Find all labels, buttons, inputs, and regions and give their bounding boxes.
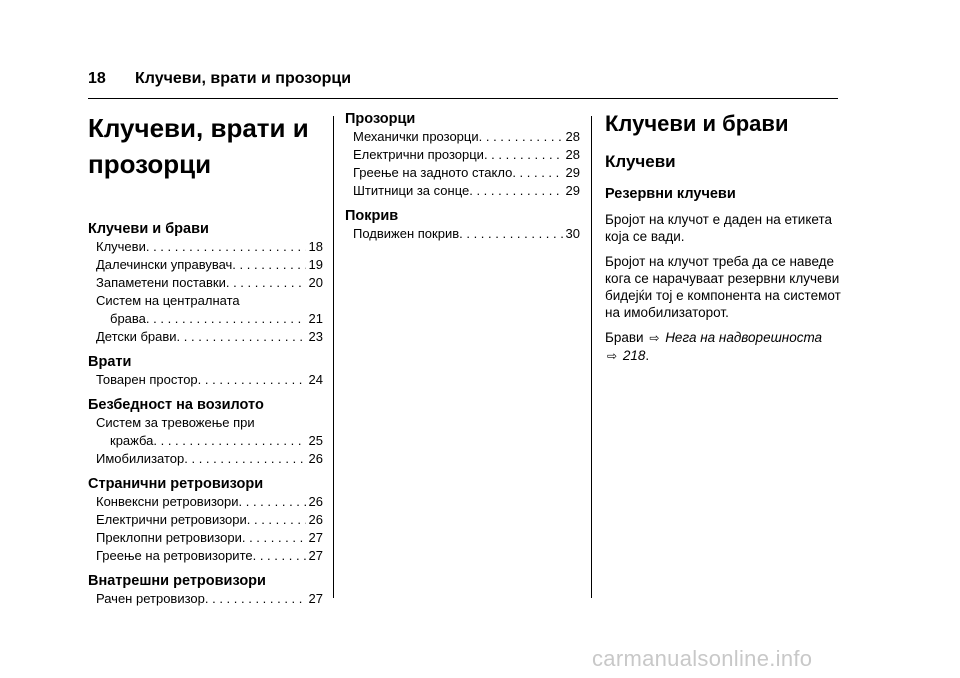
toc-section-heading: Покрив bbox=[345, 208, 399, 224]
reference-arrow-icon: ⇨ bbox=[649, 331, 660, 345]
toc-entry[interactable]: Електрични ретровизори . . . 26 bbox=[88, 511, 323, 529]
toc-entry[interactable]: Греење на ретровизорите . . . 27 bbox=[88, 547, 323, 565]
running-title: Клучеви, врати и прозорци bbox=[135, 70, 352, 87]
subsubsection-title: Резервни клучеви bbox=[605, 186, 736, 202]
toc-entry[interactable]: Детски брави . . . 23 bbox=[88, 328, 323, 346]
column-divider-1 bbox=[333, 116, 334, 598]
toc-entry[interactable]: Електрични прозорци . . . 28 bbox=[345, 146, 580, 164]
subsection-title: Клучеви bbox=[605, 152, 676, 171]
toc-entry[interactable]: Преклопни ретровизори . . . 27 bbox=[88, 529, 323, 547]
paragraph-with-reference: Брави ⇨ Нега на надворешноста ⇨ 218. bbox=[605, 330, 823, 363]
paragraph: Бројот на клучот е даден на етикета која се вади. bbox=[605, 212, 832, 244]
toc-entry[interactable]: кражба . . . 25 bbox=[88, 432, 323, 450]
toc-section-heading: Врати bbox=[88, 354, 132, 370]
toc-entry[interactable]: Штитници за сонце . . . 29 bbox=[345, 182, 580, 200]
toc-entry-line1[interactable]: Систем на централната bbox=[96, 293, 240, 308]
toc-column-1 bbox=[88, 110, 323, 608]
page-header bbox=[88, 70, 838, 100]
toc-entry[interactable]: Имобилизатор . . . 26 bbox=[88, 450, 323, 468]
toc-entry[interactable]: Клучеви . . . 18 bbox=[88, 238, 323, 256]
toc-entry[interactable]: Подвижен покрив . . . 30 bbox=[345, 225, 580, 243]
toc-section-heading: Странични ретровизори bbox=[88, 476, 264, 492]
toc-section-heading: Безбедност на возилото bbox=[88, 397, 264, 413]
toc-entry[interactable]: Конвексни ретровизори . . . 26 bbox=[88, 493, 323, 511]
section-title: Клучеви и брави bbox=[605, 111, 789, 136]
page-number: 18 bbox=[88, 70, 106, 87]
chapter-title: Клучеви, врати и прозорци bbox=[88, 113, 309, 179]
toc-column-2 bbox=[345, 110, 580, 243]
paragraph: Бројот на клучот треба да се наведе кога се нарачуваат резервни клучеви бидејќи тој е компонента на системот на имобилизаторот. bbox=[605, 254, 841, 320]
toc-entry[interactable]: Механички прозорци . . . 28 bbox=[345, 128, 580, 146]
cross-reference-link[interactable]: Нега на надворешноста bbox=[665, 330, 823, 345]
cross-reference-page[interactable]: 218 bbox=[622, 348, 646, 363]
toc-section-heading: Прозорци bbox=[345, 111, 416, 127]
toc-entry[interactable]: брава . . . 21 bbox=[88, 310, 323, 328]
header-rule bbox=[88, 98, 838, 99]
toc-entry[interactable]: Греење на задното стакло . . . 29 bbox=[345, 164, 580, 182]
content-column bbox=[605, 110, 845, 365]
watermark: carmanualsonline.info bbox=[592, 646, 813, 671]
column-divider-2 bbox=[591, 116, 592, 598]
toc-entry[interactable]: Запаметени поставки . . . 20 bbox=[88, 274, 323, 292]
reference-arrow-icon: ⇨ bbox=[607, 349, 618, 363]
toc-section-heading: Клучеви и брави bbox=[88, 221, 209, 237]
toc-entry[interactable]: Далечински управувач . . . 19 bbox=[88, 256, 323, 274]
toc-section-heading: Внатрешни ретровизори bbox=[88, 573, 266, 589]
toc-entry-line1[interactable]: Систем за тревожење при bbox=[96, 415, 255, 430]
toc-entry[interactable]: Товарен простор . . . 24 bbox=[88, 371, 323, 389]
toc-entry[interactable]: Рачен ретровизор . . . 27 bbox=[88, 590, 323, 608]
